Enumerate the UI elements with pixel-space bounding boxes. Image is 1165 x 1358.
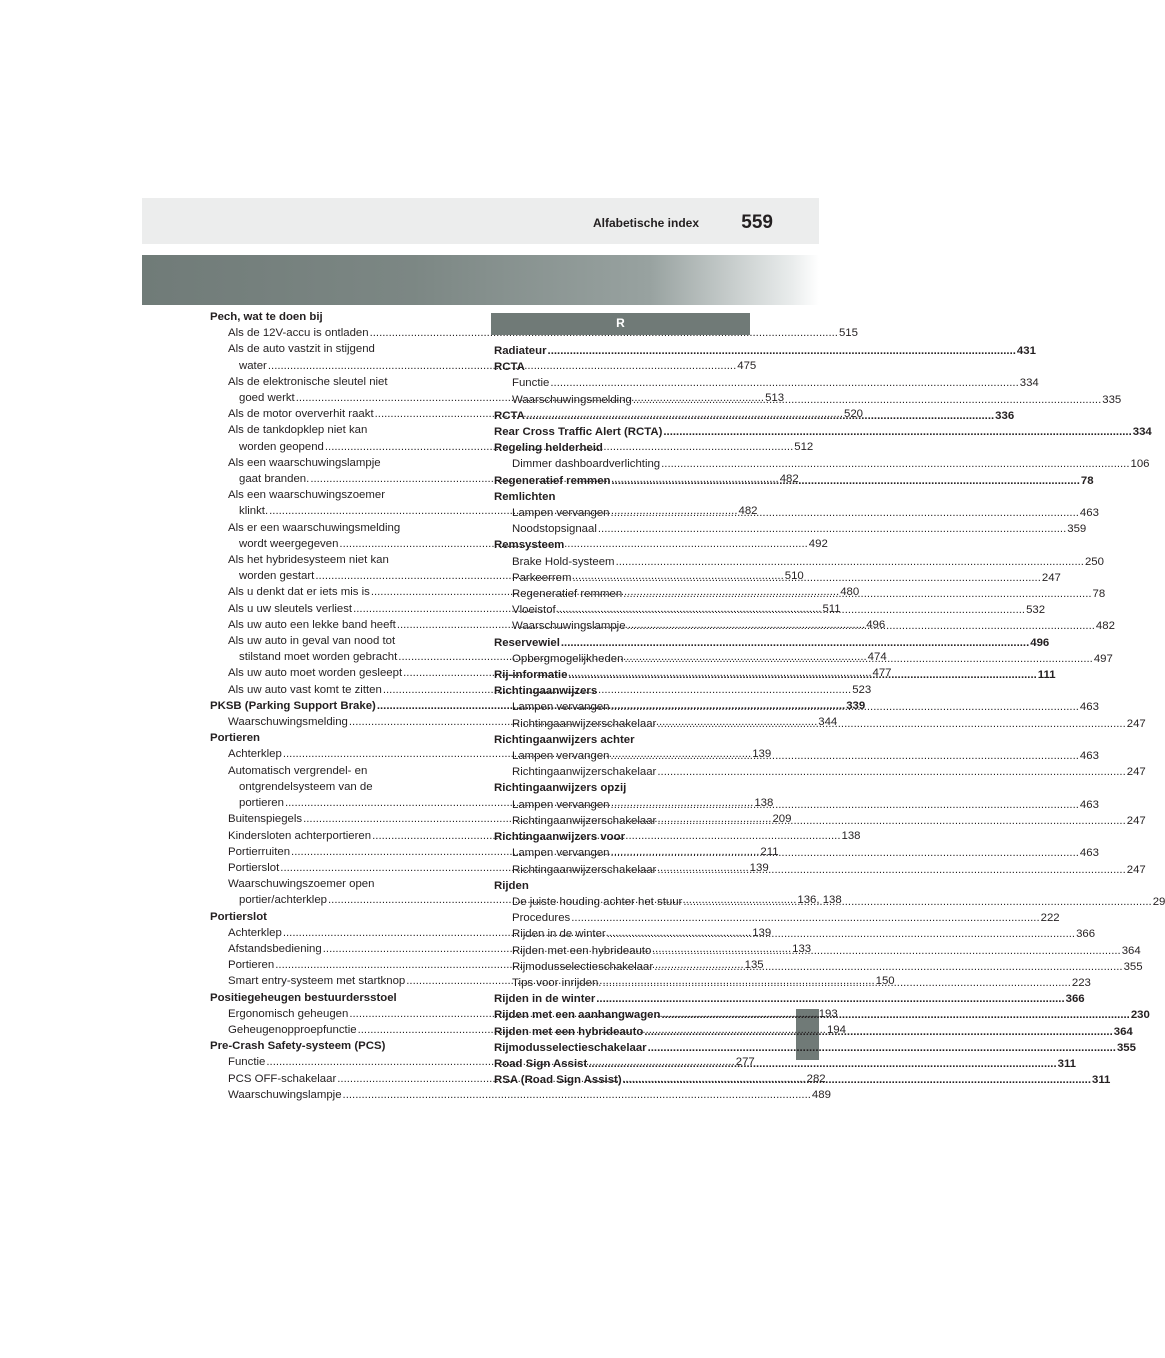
entry-label: Lampen vervangen bbox=[512, 750, 610, 763]
dot-leader bbox=[652, 943, 1120, 959]
entry-label: goed werkt bbox=[239, 392, 295, 405]
entry-label: Als u uw sleutels verliest bbox=[228, 602, 353, 615]
index-heading: Richtingaanwijzers achter bbox=[494, 733, 635, 746]
index-subentry-line: Als uw auto in geval van nood tot bbox=[228, 635, 396, 648]
entry-label: Rijden met een aanhangwagen bbox=[494, 1009, 661, 1022]
dot-leader bbox=[548, 343, 1016, 359]
dot-leader bbox=[611, 699, 1079, 715]
entry-label: worden geopend bbox=[239, 440, 324, 453]
index-subentry bbox=[494, 910, 1060, 926]
index-subentry-line: Als er een waarschuwingsmelding bbox=[228, 521, 401, 534]
page-reference: 463 bbox=[1079, 507, 1099, 520]
entry-label: Rijden in de winter bbox=[512, 928, 606, 941]
index-heading: Regeling helderheid bbox=[494, 442, 603, 455]
dot-leader bbox=[561, 635, 1029, 651]
page-reference: 247 bbox=[1041, 571, 1061, 584]
letter-heading: R bbox=[491, 313, 750, 335]
entry-label: Lampen vervangen bbox=[512, 701, 610, 714]
dot-leader bbox=[683, 894, 1151, 910]
index-subentry bbox=[210, 1087, 831, 1103]
dot-leader bbox=[611, 748, 1079, 764]
entry-label: Portieren bbox=[228, 959, 275, 972]
entry-label: Functie bbox=[228, 1056, 266, 1069]
entry-label: Als u denkt dat er iets mis is bbox=[228, 586, 370, 599]
page-reference: 482 bbox=[1095, 620, 1115, 633]
page-reference: 463 bbox=[1079, 750, 1099, 763]
page-number: 559 bbox=[741, 212, 773, 233]
page-reference: 29 bbox=[1152, 895, 1165, 908]
dot-leader bbox=[623, 586, 1091, 602]
page-reference: 513 bbox=[765, 392, 785, 405]
dot-leader bbox=[611, 473, 1079, 489]
page-reference: 492 bbox=[808, 537, 828, 550]
index-subentry bbox=[494, 456, 1150, 472]
page-reference: 111 bbox=[1037, 669, 1056, 682]
page-reference: 139 bbox=[749, 861, 769, 874]
page-reference: 138 bbox=[841, 829, 861, 842]
entry-label: stilstand moet worden gebracht bbox=[239, 651, 398, 664]
page-reference: 193 bbox=[818, 1007, 838, 1020]
entry-label: portier/achterklep bbox=[239, 894, 328, 907]
entry-label: water bbox=[239, 359, 267, 372]
entry-label: Als uw auto vast komt te zitten bbox=[228, 683, 382, 696]
dot-leader bbox=[607, 926, 1075, 942]
page-reference: 366 bbox=[1065, 993, 1085, 1006]
index-heading: Richtingaanwijzers bbox=[494, 685, 598, 698]
entry-label: Waarschuwingslampje bbox=[228, 1088, 342, 1101]
entry-label: Smart entry-systeem met startknop bbox=[228, 975, 406, 988]
entry-label: RCTA bbox=[494, 409, 525, 422]
page-reference: 512 bbox=[794, 440, 814, 453]
entry-label: De juiste houding achter het stuur bbox=[512, 895, 683, 908]
index-heading: Remlichten bbox=[494, 490, 556, 503]
entry-label: Als de motor oververhit raakt bbox=[228, 408, 374, 421]
page-reference: 139 bbox=[752, 926, 772, 939]
entry-label: Richtingaanwijzerschakelaar bbox=[512, 863, 657, 876]
index-subentry-line: Als de tankdopklep niet kan bbox=[228, 424, 368, 437]
entry-label: Rijden met een hybrideauto bbox=[512, 944, 652, 957]
dot-leader bbox=[657, 716, 1125, 732]
page-reference: 336 bbox=[995, 409, 1015, 422]
page-reference: 209 bbox=[772, 813, 792, 826]
page-reference: 136, 138 bbox=[797, 894, 842, 907]
dot-leader bbox=[568, 667, 1036, 683]
dot-leader bbox=[657, 813, 1125, 829]
page-reference: 482 bbox=[779, 473, 799, 486]
entry-label: portieren bbox=[239, 797, 284, 810]
index-heading: Portierslot bbox=[210, 910, 267, 923]
dot-leader bbox=[573, 570, 1041, 586]
page-reference: 78 bbox=[1092, 588, 1106, 601]
page-reference: 463 bbox=[1079, 798, 1099, 811]
entry-label: Opbergmogelijkheden bbox=[512, 652, 624, 665]
dot-leader bbox=[557, 602, 1025, 618]
page-reference: 489 bbox=[811, 1088, 831, 1101]
entry-label: Rij-informatie bbox=[494, 669, 568, 682]
entry-label: Achterklep bbox=[228, 748, 282, 761]
entry-label: Functie bbox=[512, 377, 550, 390]
page-reference: 335 bbox=[1102, 393, 1122, 406]
dot-leader bbox=[588, 1056, 1056, 1072]
index-subentry bbox=[494, 521, 1087, 537]
page-reference: 135 bbox=[744, 959, 764, 972]
page-reference: 344 bbox=[818, 716, 838, 729]
index-heading: Pech, wat te doen bij bbox=[210, 311, 323, 323]
index-subentry bbox=[210, 325, 858, 341]
entry-label: PKSB (Parking Support Brake) bbox=[210, 699, 376, 712]
entry-label: Portierruiten bbox=[228, 845, 291, 858]
entry-label: Rijmodusselectieschakelaar bbox=[512, 960, 654, 973]
entry-label: Achterklep bbox=[228, 926, 282, 939]
dot-leader bbox=[598, 521, 1066, 537]
page-reference: 520 bbox=[843, 408, 863, 421]
decorative-band bbox=[142, 255, 819, 305]
page-reference: 475 bbox=[737, 359, 757, 372]
index-heading: Pre-Crash Safety-systeem (PCS) bbox=[210, 1040, 386, 1053]
index-heading: Positiegeheugen bestuurdersstoel bbox=[210, 991, 397, 1004]
page-reference: 532 bbox=[1026, 604, 1046, 617]
entry-label: Rijden met een hybrideauto bbox=[494, 1025, 644, 1038]
page-reference: 139 bbox=[752, 748, 772, 761]
entry-label: Ergonomisch geheugen bbox=[228, 1007, 349, 1020]
entry-label: Rijmodusselectieschakelaar bbox=[494, 1041, 647, 1054]
entry-label: Kindersloten achterportieren bbox=[228, 829, 372, 842]
index-heading: RCTA bbox=[494, 361, 525, 374]
dot-leader bbox=[644, 1024, 1112, 1040]
page-reference: 366 bbox=[1076, 928, 1096, 941]
page-reference: 78 bbox=[1080, 474, 1094, 487]
index-heading: Portieren bbox=[210, 732, 261, 745]
page-reference: 510 bbox=[784, 570, 804, 583]
entry-label: Lampen vervangen bbox=[512, 507, 610, 520]
index-subentry-line: Automatisch vergrendel- en bbox=[228, 764, 368, 777]
entry-label: Lampen vervangen bbox=[512, 798, 610, 811]
page-reference: 463 bbox=[1079, 847, 1099, 860]
dot-leader bbox=[550, 375, 1018, 391]
index-entry bbox=[494, 1040, 1136, 1056]
dot-leader bbox=[623, 1072, 1091, 1088]
index-subentry-line: Als een waarschuwingslampje bbox=[228, 456, 381, 469]
entry-label: Als uw auto een lekke band heeft bbox=[228, 618, 396, 631]
entry-label: Brake Hold-systeem bbox=[512, 555, 615, 568]
page-reference: 359 bbox=[1067, 523, 1087, 536]
dot-leader bbox=[611, 505, 1079, 521]
dot-leader bbox=[624, 651, 1092, 667]
entry-label: Geheugenopproepfunctie bbox=[228, 1023, 357, 1036]
entry-label: Afstandsbediening bbox=[228, 942, 322, 955]
entry-label: Noodstopsignaal bbox=[512, 523, 597, 536]
entry-label: Regeneratief remmen bbox=[494, 474, 611, 487]
page-reference: 250 bbox=[1084, 555, 1104, 568]
entry-label: Als uw auto moet worden gesleept bbox=[228, 667, 403, 680]
index-subentry-line: Als de auto vastzit in stijgend bbox=[228, 343, 375, 356]
page-reference: 133 bbox=[792, 942, 812, 955]
page-reference: 311 bbox=[1057, 1057, 1077, 1070]
page-reference: 247 bbox=[1126, 814, 1146, 827]
dot-leader bbox=[627, 618, 1095, 634]
page-reference: 194 bbox=[826, 1023, 846, 1036]
index-entry bbox=[494, 635, 1050, 651]
entry-label: Waarschuwingslampje bbox=[512, 620, 626, 633]
section-title: Alfabetische index bbox=[592, 216, 699, 230]
entry-label: Parkeerrem bbox=[512, 571, 572, 584]
page-header bbox=[142, 198, 819, 244]
index-heading: Richtingaanwijzers opzij bbox=[494, 782, 627, 795]
dot-leader bbox=[648, 1040, 1116, 1056]
entry-label: Tips voor inrijden. bbox=[512, 976, 602, 989]
page-reference: 339 bbox=[846, 699, 866, 712]
dot-leader bbox=[633, 392, 1101, 408]
index-subentry-line: Als het hybridesysteem niet kan bbox=[228, 554, 389, 567]
entry-label: Regeneratief remmen bbox=[512, 588, 623, 601]
dot-leader bbox=[611, 845, 1079, 861]
page-reference: 311 bbox=[1092, 1074, 1111, 1087]
index-heading: Rijden bbox=[494, 879, 529, 892]
page-reference: 523 bbox=[852, 683, 872, 696]
page-reference: 106 bbox=[1130, 458, 1150, 471]
dot-leader bbox=[602, 975, 1070, 991]
dot-leader bbox=[661, 1007, 1129, 1023]
index-heading: Remsysteem bbox=[494, 539, 565, 552]
page-reference: 515 bbox=[838, 327, 858, 340]
dot-leader bbox=[596, 991, 1064, 1007]
page-reference: 277 bbox=[735, 1056, 755, 1069]
index-entry bbox=[494, 424, 1152, 440]
page-reference: 334 bbox=[1132, 426, 1152, 439]
page-reference: 334 bbox=[1019, 377, 1039, 390]
entry-label: Buitenspiegels bbox=[228, 813, 303, 826]
entry-label: Dimmer dashboardverlichting bbox=[512, 458, 661, 471]
entry-label: Als de 12V-accu is ontladen bbox=[228, 327, 369, 340]
page-reference: 364 bbox=[1113, 1025, 1133, 1038]
entry-label: Road Sign Assist bbox=[494, 1057, 588, 1070]
page-reference: 480 bbox=[840, 586, 860, 599]
entry-label: Richtingaanwijzerschakelaar bbox=[512, 814, 657, 827]
entry-label: klinkt. bbox=[239, 505, 269, 518]
index-heading: Richtingaanwijzers voor bbox=[494, 831, 626, 844]
entry-label: Procedures bbox=[512, 912, 571, 925]
entry-label: Lampen vervangen bbox=[512, 847, 610, 860]
page-reference: 138 bbox=[754, 797, 774, 810]
page-reference: 511 bbox=[822, 602, 841, 615]
dot-leader bbox=[654, 959, 1122, 975]
dot-leader bbox=[343, 1087, 811, 1103]
page-reference: 496 bbox=[1030, 636, 1050, 649]
page-reference: 355 bbox=[1123, 960, 1143, 973]
index-subentry bbox=[494, 554, 1104, 570]
entry-label: Richtingaanwijzerschakelaar bbox=[512, 717, 657, 730]
page-reference: 497 bbox=[1093, 652, 1113, 665]
dot-leader bbox=[657, 862, 1125, 878]
dot-leader bbox=[663, 424, 1131, 440]
page-reference: 247 bbox=[1126, 766, 1146, 779]
entry-label: Radiateur bbox=[494, 345, 547, 357]
page-reference: 150 bbox=[875, 975, 895, 988]
page-reference: 496 bbox=[866, 618, 886, 631]
page-reference: 474 bbox=[867, 651, 887, 664]
index-entry bbox=[494, 343, 1036, 359]
entry-label: Rear Cross Traffic Alert (RCTA) bbox=[494, 426, 663, 439]
page-reference: 230 bbox=[1130, 1009, 1150, 1022]
index-subentry-line: Als een waarschuwingszoemer bbox=[228, 489, 386, 502]
entry-label: RSA (Road Sign Assist) bbox=[494, 1074, 622, 1087]
index-subentry-line: ontgrendelsysteem van de bbox=[239, 780, 373, 793]
dot-leader bbox=[661, 456, 1129, 472]
page-reference: 482 bbox=[738, 505, 758, 518]
index-subentry bbox=[494, 375, 1039, 391]
page-reference: 431 bbox=[1016, 345, 1036, 357]
entry-label: PCS OFF-schakelaar bbox=[228, 1072, 337, 1085]
entry-label: worden gestart bbox=[239, 570, 315, 583]
page-reference: 364 bbox=[1121, 944, 1141, 957]
index-subentry bbox=[494, 764, 1146, 780]
entry-label: Waarschuwingsmelding bbox=[512, 393, 632, 406]
dot-leader bbox=[616, 554, 1084, 570]
entry-label: Waarschuwingsmelding bbox=[228, 716, 348, 729]
entry-label: wordt weergegeven bbox=[239, 537, 339, 550]
page-reference: 463 bbox=[1079, 701, 1099, 714]
index-entry bbox=[494, 991, 1085, 1007]
dot-leader bbox=[657, 764, 1125, 780]
page-reference: 223 bbox=[1071, 976, 1091, 989]
dot-leader bbox=[611, 797, 1079, 813]
entry-label: Portierslot bbox=[228, 861, 280, 874]
dot-leader bbox=[571, 910, 1039, 926]
page-reference: 477 bbox=[872, 667, 892, 680]
entry-label: gaat branden. bbox=[239, 473, 310, 486]
entry-label: Vloeistof bbox=[512, 604, 556, 617]
page-reference: 247 bbox=[1126, 863, 1146, 876]
entry-label: Richtingaanwijzerschakelaar bbox=[512, 766, 657, 779]
page-reference: 282 bbox=[806, 1072, 826, 1085]
page-reference: 211 bbox=[760, 845, 779, 858]
page-reference: 355 bbox=[1116, 1041, 1136, 1054]
entry-label: Reservewiel bbox=[494, 636, 560, 649]
dot-leader bbox=[526, 408, 994, 424]
page-reference: 247 bbox=[1126, 717, 1146, 730]
entry-label: Rijden in de winter bbox=[494, 993, 596, 1006]
index-subentry-line: Als de elektronische sleutel niet bbox=[228, 375, 388, 388]
index-subentry-line: Waarschuwingszoemer open bbox=[228, 878, 375, 891]
page-reference: 222 bbox=[1040, 912, 1060, 925]
